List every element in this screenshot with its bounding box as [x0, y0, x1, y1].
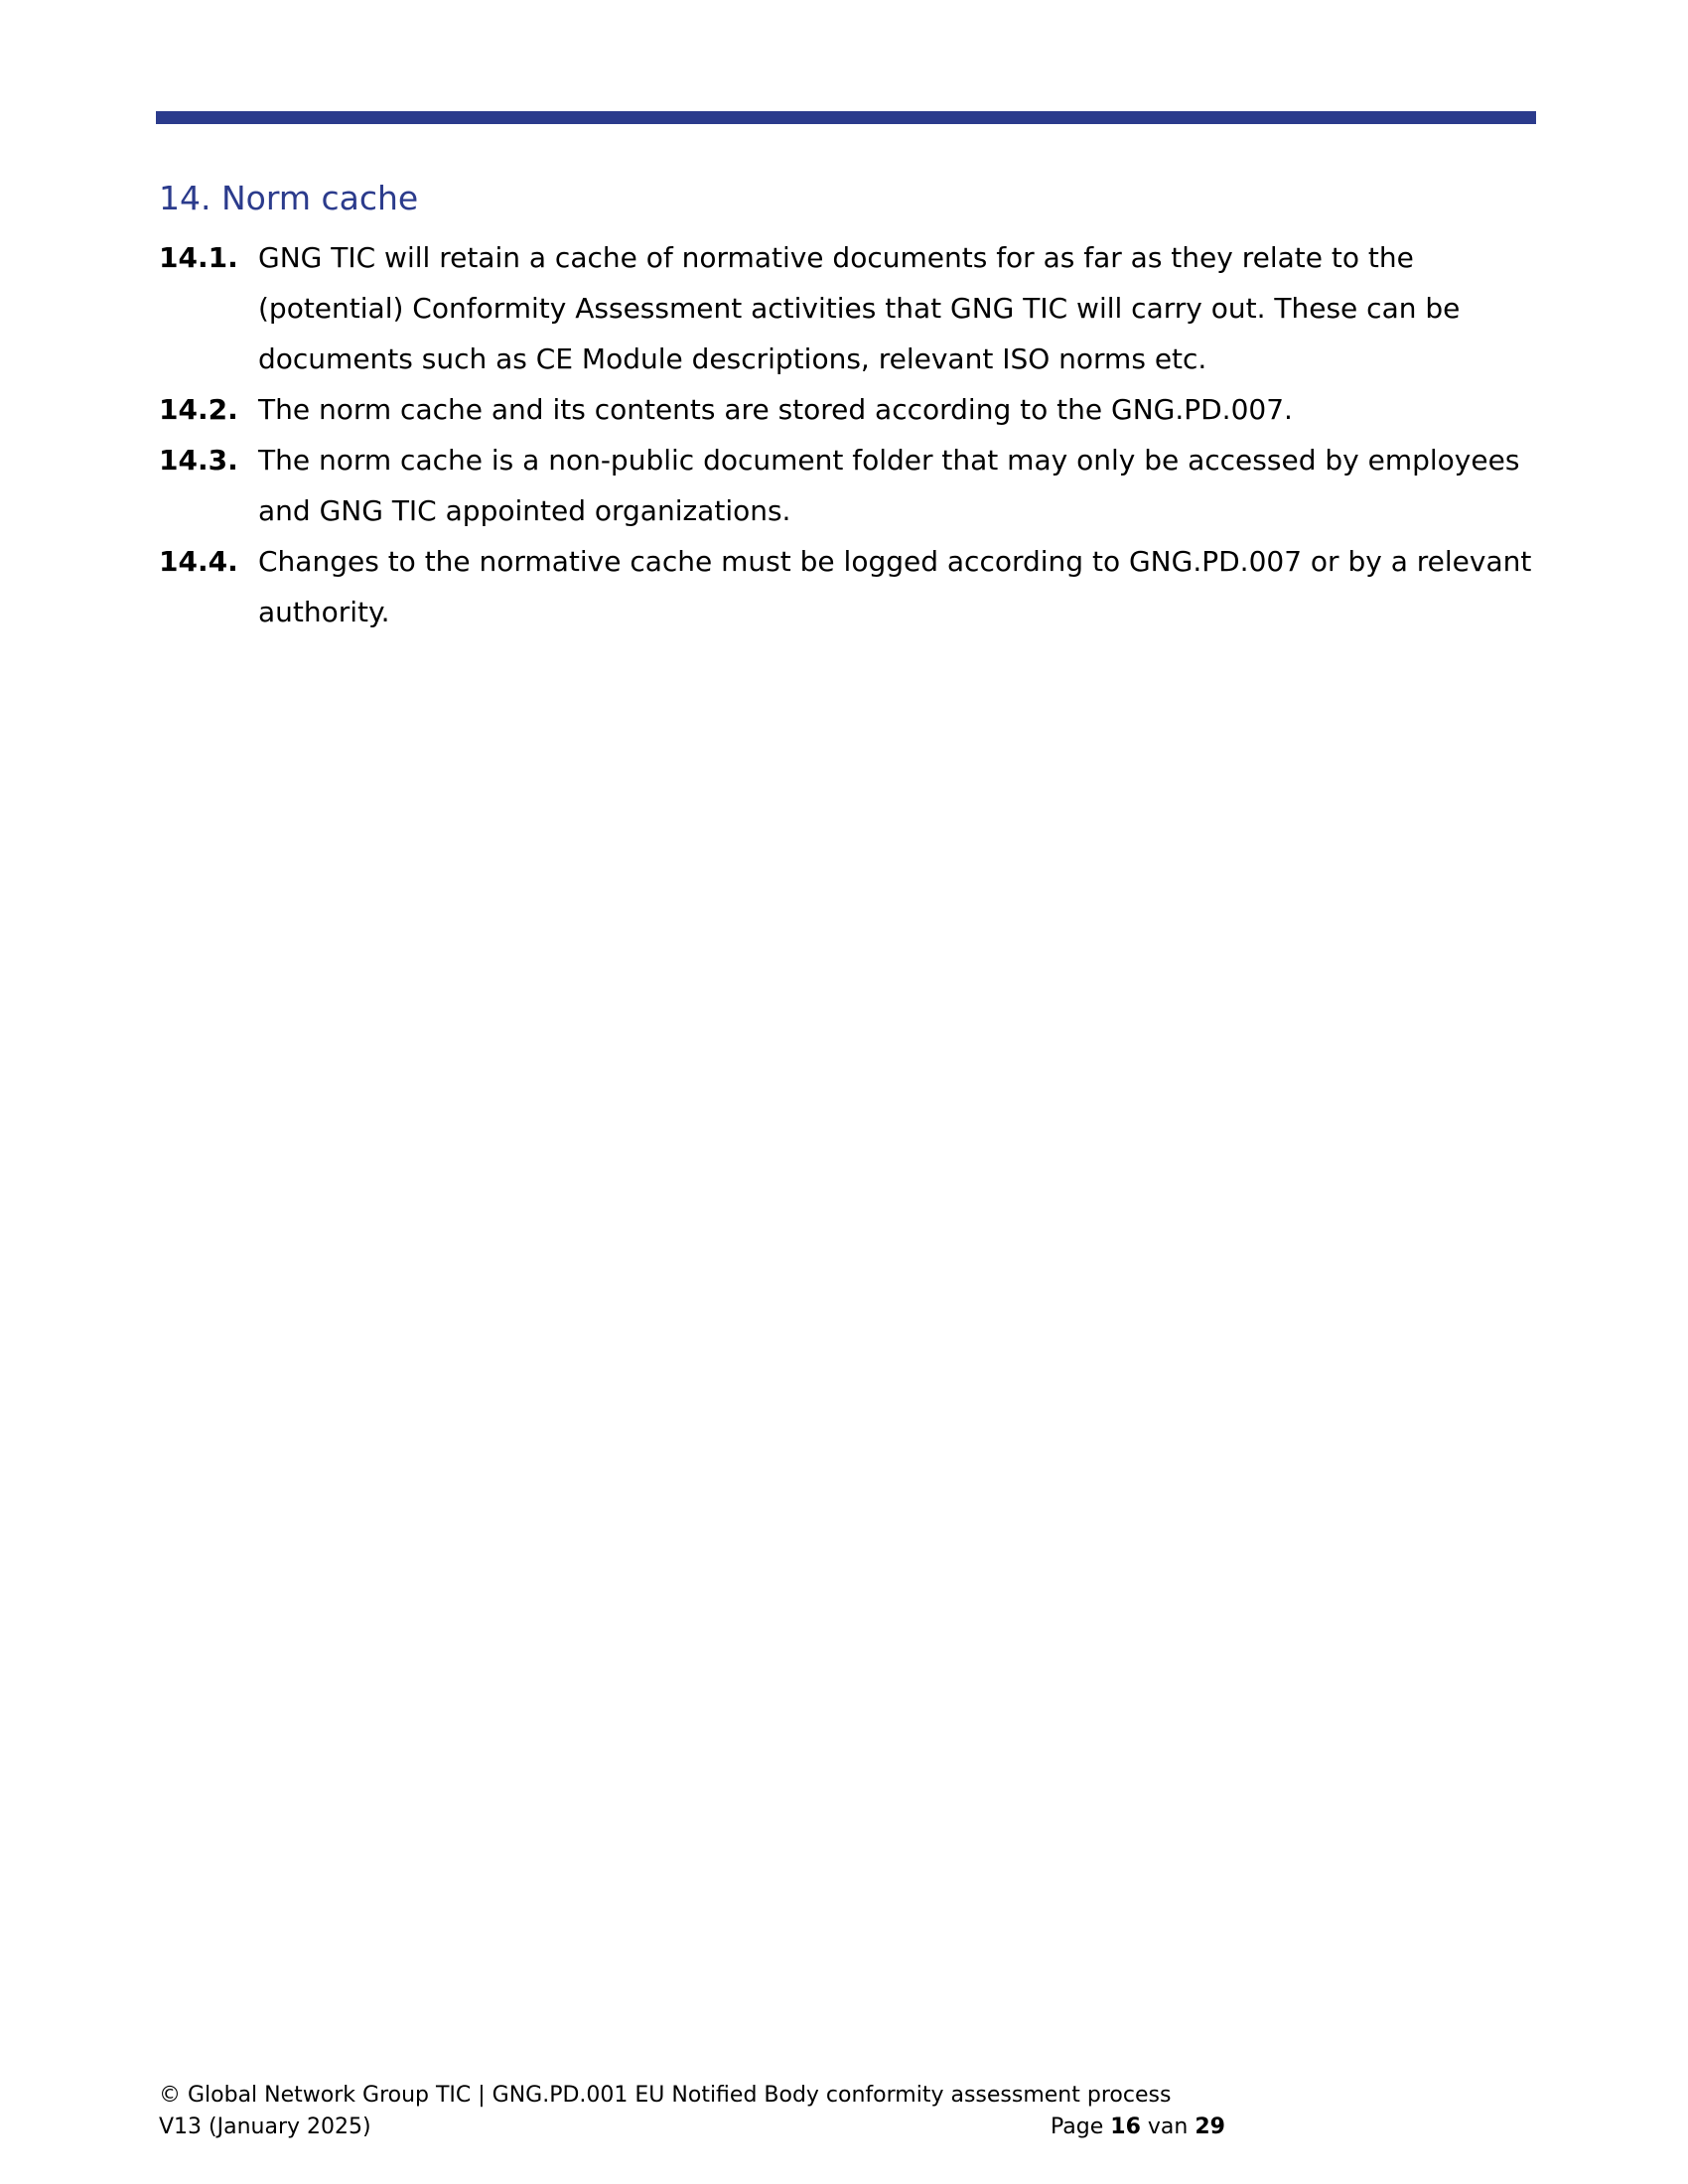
clause-text: GNG TIC will retain a cache of normative documents for as far as they relate to the (potential) Conformity Assessment activities that GNG TIC will carry out. These can be documents such as CE Module descriptions, relevant ISO norms etc.: [258, 241, 1461, 375]
clause-number: 14.2.: [159, 393, 238, 426]
page-total: 29: [1195, 2115, 1225, 2139]
clause-text: The norm cache is a non-public document folder that may only be accessed by employees and GNG TIC appointed organizations.: [258, 444, 1520, 527]
clause-14-1: [159, 232, 1539, 384]
page-label: Page: [1051, 2115, 1104, 2139]
clause-list: [159, 232, 1539, 637]
section-heading: 14. Norm cache: [159, 179, 419, 217]
clause-number: 14.4.: [159, 545, 238, 578]
clause-number: 14.3.: [159, 444, 238, 477]
clause-text: The norm cache and its contents are stored according to the GNG.PD.007.: [258, 393, 1293, 426]
clause-14-3: [159, 435, 1539, 536]
page-current: 16: [1110, 2115, 1141, 2139]
footer-meta-line: [159, 2112, 1251, 2143]
clause-text: Changes to the normative cache must be logged according to GNG.PD.007 or by a relevant authority.: [258, 545, 1532, 628]
header-rule: [156, 111, 1536, 124]
clause-number: 14.1.: [159, 241, 238, 274]
clause-14-2: [159, 384, 1539, 435]
page-separator: van: [1147, 2115, 1189, 2139]
page-footer: [159, 2080, 1251, 2143]
clause-14-4: [159, 536, 1539, 637]
footer-version: V13 (January 2025): [159, 2115, 371, 2139]
footer-copyright: © Global Network Group TIC | GNG.PD.001 EU Notified Body conformity assessment process: [159, 2083, 1172, 2108]
